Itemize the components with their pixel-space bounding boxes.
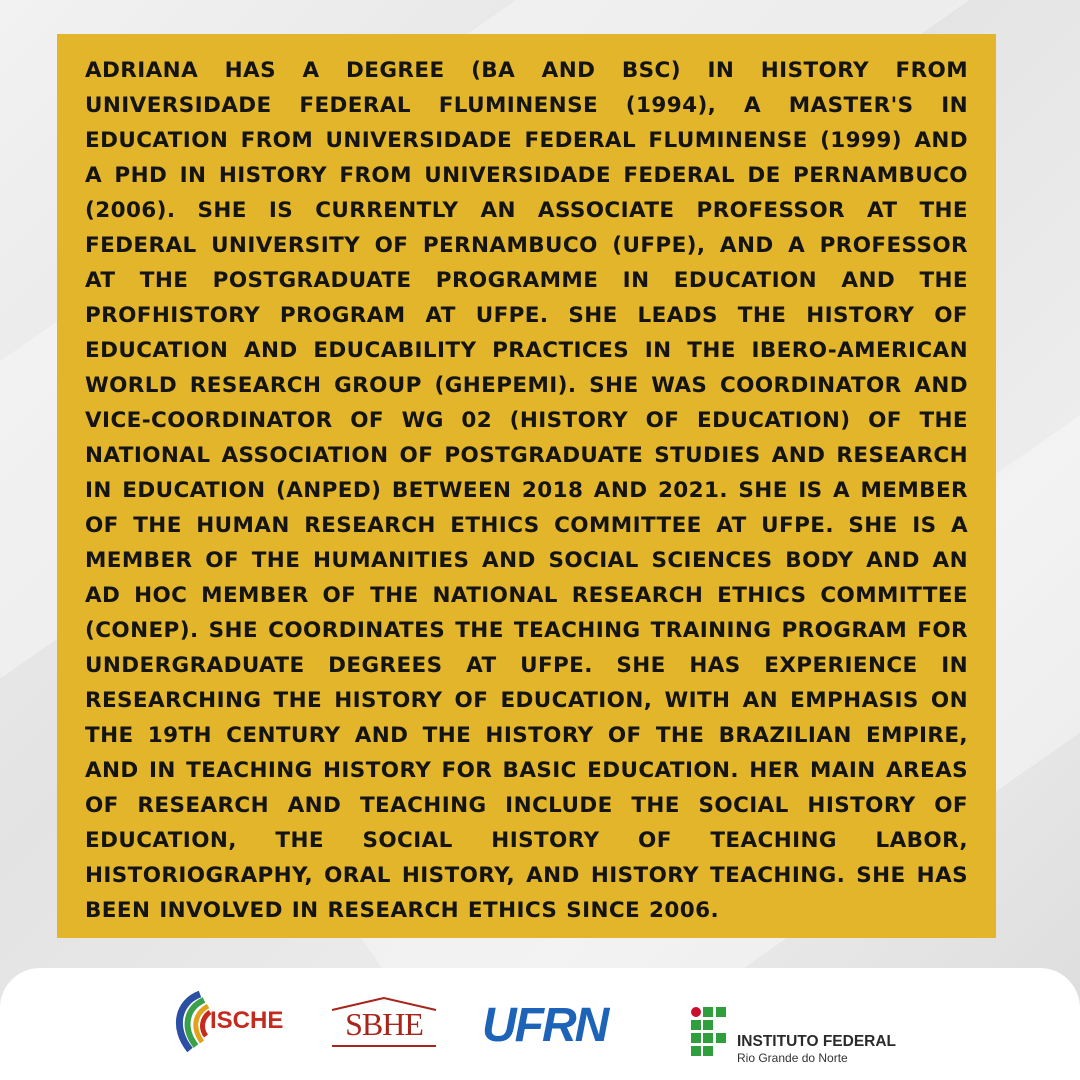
bio-text: ADRIANA HAS A DEGREE (BA AND BSC) IN HISTORY FROM UNIVERSIDADE FEDERAL FLUMINENSE (1994), A MASTER'S IN EDUCATION FROM UNIVERSIDADE FEDERAL FLUMINENSE (1999) AND A PHD IN HISTORY FROM UNIVERSIDADE FEDERAL DE PERNAMBUCO (2006). SHE IS CURRENTLY AN ASSOCIATE PROFESSOR AT THE FEDERAL UNIVERSITY OF PERNAMBUCO (UFPE), AND A PROFESSOR AT THE POSTGRADUATE PROGRAMME IN EDUCATION AND THE PROFHISTORY PROGRAM AT UFPE. SHE LEADS THE HISTORY OF EDUCATION AND EDUCABILITY PRACTICES IN THE IBERO-AMERICAN WORLD RESEARCH GROUP (GHEPEMI). SHE WAS COORDINATOR AND VICE-COORDINATOR OF WG 02 (HISTORY OF EDUCATION) OF THE NATIONAL ASSOCIATION OF POSTGRADUATE STUDIES AND RESEARCH IN EDUCATION (ANPED) BETWEEN 2018 AND 2021. SHE IS A MEMBER OF THE HUMAN RESEARCH ETHICS COMMITTEE AT UFPE. SHE IS A MEMBER OF THE HUMANITIES AND SOCIAL SCIENCES BODY AND AN AD HOC MEMBER OF THE NATIONAL RESEARCH ETHICS COMMITTEE (CONEP). SHE COORDINATES THE TEACHING TRAINING PROGRAM FOR UNDERGRADUATE DEGREES AT UFPE. SHE HAS EXPERIENCE IN RESEARCHING THE HISTORY OF EDUCATION, WITH AN EMPHASIS ON THE 19TH CENTURY AND THE HISTORY OF THE BRAZILIAN EMPIRE, AND IN TEACHING HISTORY FOR BASIC EDUCATION. HER MAIN AREAS OF RESEARCH AND TEACHING INCLUDE THE SOCIAL HISTORY OF EDUCATION, THE SOCIAL HISTORY OF TEACHING LABOR, HISTORIOGRAPHY, ORAL HISTORY, AND HISTORY TEACHING. SHE HAS BEEN INVOLVED IN RESEARCH ETHICS SINCE 2006. (85, 58, 968, 923)
sbhe-logo (328, 996, 440, 1056)
ifrn-title: INSTITUTO FEDERAL (737, 1033, 897, 1050)
ifrn-logo (690, 1006, 920, 1066)
bio-panel (57, 34, 996, 938)
ische-wordmark: ISCHE (210, 1007, 284, 1034)
ifrn-subtitle: Rio Grande do Norte (737, 1051, 848, 1065)
ufrn-logo (482, 998, 642, 1058)
ische-logo (170, 988, 290, 1054)
ifrn-grid-icon (690, 1006, 730, 1056)
sbhe-wordmark: SBHE (345, 1006, 423, 1042)
footer-logo-bar (0, 968, 1080, 1080)
ufrn-wordmark: UFRN (482, 999, 608, 1052)
